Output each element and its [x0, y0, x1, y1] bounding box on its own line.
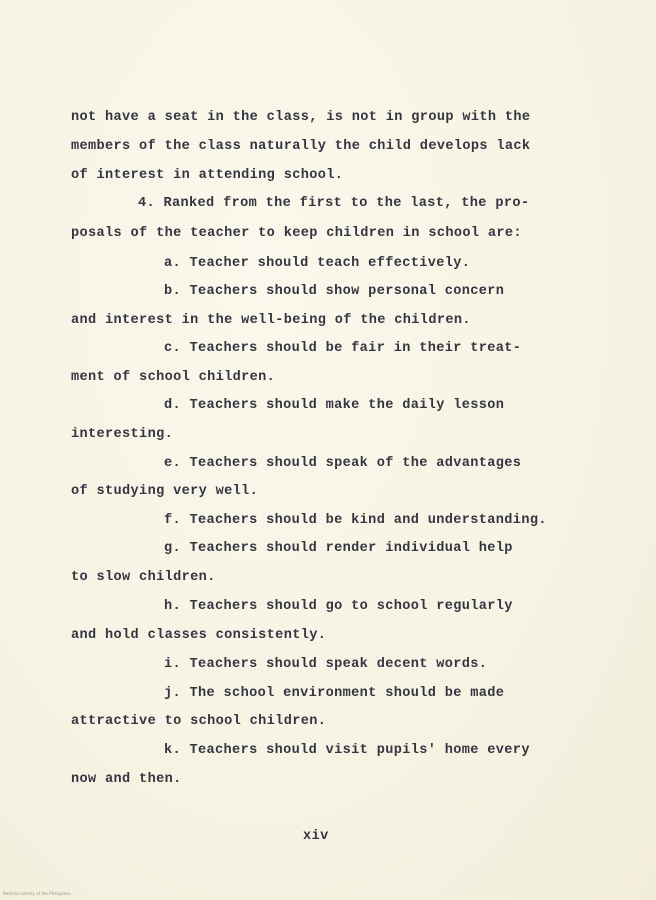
text-line: to slow children. [71, 570, 216, 585]
text-line: ment of school children. [71, 370, 276, 385]
text-line: b. Teachers should show personal concern [164, 284, 505, 299]
text-line: and interest in the well-being of the children. [71, 313, 471, 328]
text-line: a. Teacher should teach effectively. [164, 256, 471, 271]
text-line: g. Teachers should render individual help [164, 541, 513, 556]
text-line: d. Teachers should make the daily lesson [164, 398, 505, 413]
page-number: xiv [303, 829, 329, 844]
archive-footer: National Library of the Philippines [3, 891, 71, 896]
text-line: interesting. [71, 427, 174, 442]
text-line: of interest in attending school. [71, 168, 344, 183]
text-line: not have a seat in the class, is not in group with the [71, 110, 531, 125]
text-line: posals of the teacher to keep children in school are: [71, 226, 522, 241]
text-line: i. Teachers should speak decent words. [164, 657, 488, 672]
text-line: f. Teachers should be kind and understanding. [164, 513, 547, 528]
text-line: c. Teachers should be fair in their treat- [164, 341, 522, 356]
text-line: members of the class naturally the child develops lack [71, 139, 531, 154]
text-line: of studying very well. [71, 484, 259, 499]
text-line: attractive to school children. [71, 714, 327, 729]
text-line: e. Teachers should speak of the advantages [164, 456, 522, 471]
text-line: k. Teachers should visit pupils' home every [164, 743, 530, 758]
text-line: and hold classes consistently. [71, 628, 327, 643]
text-line: 4. Ranked from the first to the last, the pro- [138, 196, 530, 211]
text-line: now and then. [71, 772, 182, 787]
text-line: h. Teachers should go to school regularly [164, 599, 513, 614]
text-line: j. The school environment should be made [164, 686, 505, 701]
